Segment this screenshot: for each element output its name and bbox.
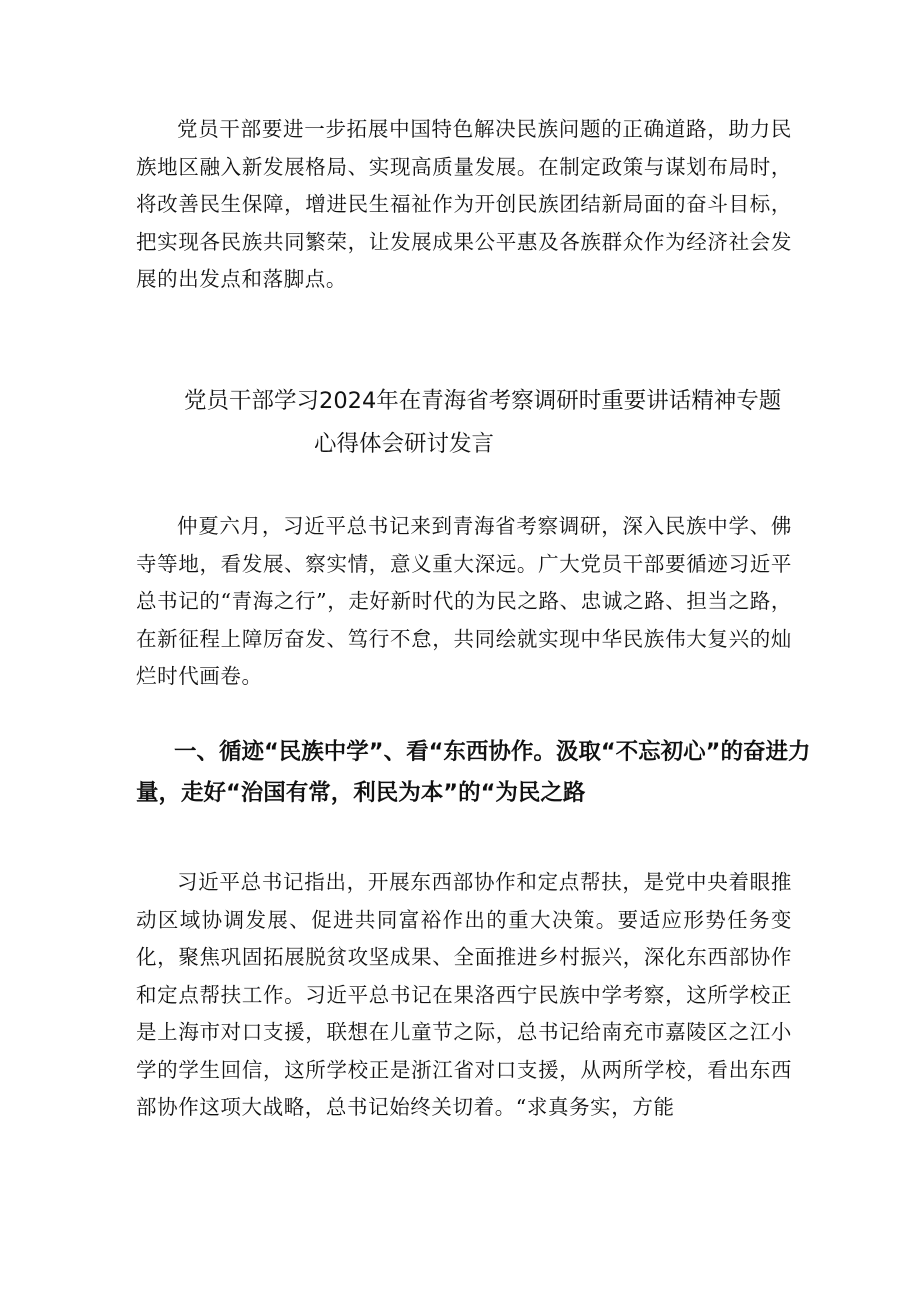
intro-paragraph: 党员干部要进一步拓展中国特色解决民族问题的正确道路，助力民族地区融入新发展格局、实现高质量发展。在制定政策与谋划布局时，将改善民生保障，增进民生福祉作为开创民族团结新局面的奋斗目标，把实现各民族共同繁荣，让发展成果公平惠及各族群众作为经济社会发展的出发点和落脚点。 xyxy=(136,117,792,291)
section-paragraph: 习近平总书记指出，开展东西部协作和定点帮扶，是党中央着眼推动区域协调发展、促进共同富裕作出的重大决策。要适应形势任务变化，聚焦巩固拓展脱贫攻坚成果、全面推进乡村振兴，深化东西部协作和定点帮扶工作。习近平总书记在果洛西宁民族中学考察，这所学校正是上海市对口支援，联想在儿童节之际，总书记给南充市嘉陵区之江小学的学生回信，这所学校正是浙江省对口支援，从两所学校，看出东西部协作这项大战略，总书记始终关切着。“求真务实，方能 xyxy=(136,870,792,1119)
section-heading: 一、循迹“民族中学”、看“东西协作。汲取“不忘初心”的奋进力量，走好“治国有常，利民为本”的“为民之路 xyxy=(136,739,811,806)
opening-paragraph: 仲夏六月，习近平总书记来到青海省考察调研，深入民族中学、佛寺等地，看发展、察实情，意义重大深远。广大党员干部要循迹习近平总书记的“青海之行”，走好新时代的为民之路、忠诚之路、担当之路，在新征程上障厉奋发、笃行不怠，共同绘就实现中华民族伟大复兴的灿烂时代画卷。 xyxy=(136,514,792,688)
document-title-line1: 党员干部学习2024年在青海省考察调研时重要讲话精神专题 xyxy=(184,388,782,414)
document-title-line2: 心得体会研讨发言 xyxy=(314,431,495,457)
